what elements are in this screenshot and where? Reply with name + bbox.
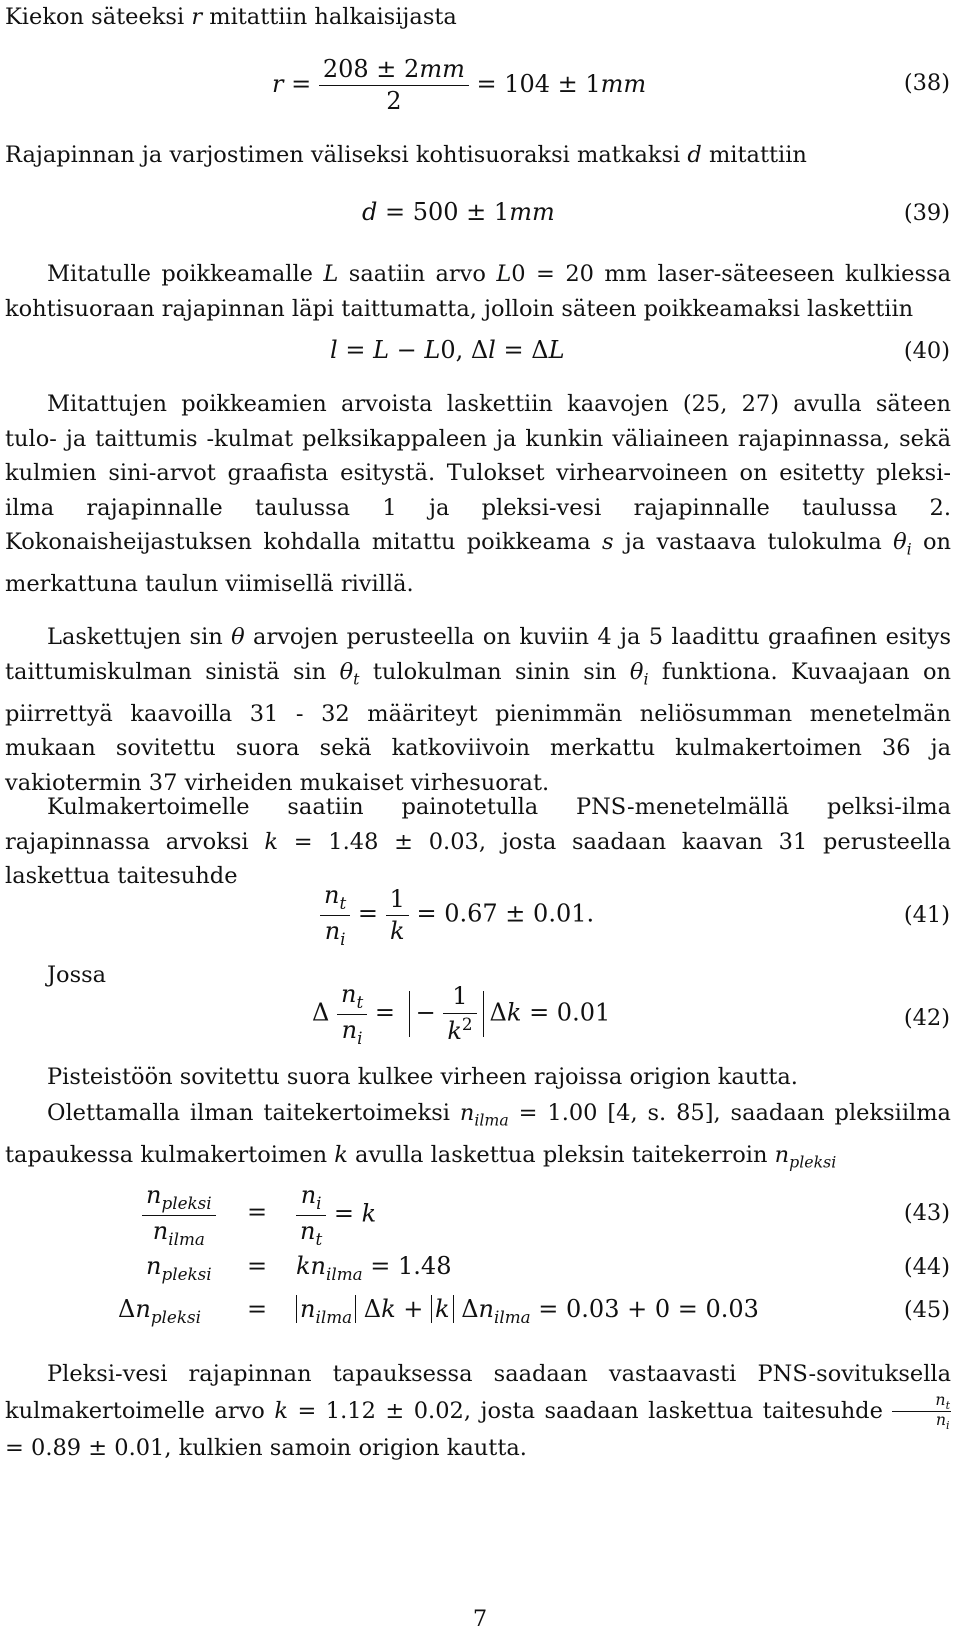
paragraph-deviation: Mitatulle poikkeamalle L saatiin arvo L0 = 20 mm laser-säteeseen kulkiessa kohtisuoraan rajapinnan läpi taittumatta, jolloin säteen poikkeamaksi laskettiin bbox=[5, 261, 951, 322]
page-number: 7 bbox=[472, 1606, 488, 1632]
equation-number: (42) bbox=[903, 1005, 950, 1031]
paragraph-slope-air: Kulmakertoimelle saatiin painotetulla PNS-menetelmällä pelksi-ilma rajapinnassa arvoksi k = 1.48 ± 0.03, josta saadaan kaavan 31 perusteella laskettua taitesuhde bbox=[5, 794, 951, 889]
equation-40: l = L − L0, Δl = ΔL (40) bbox=[330, 336, 950, 364]
equation-45: $\Delta n_{pleksi}$ = $n_{ilma}$ Δk + k $\Delta n_{ilma} = 0.03 + 0 = 0.03$ (45) bbox=[118, 1295, 950, 1327]
paragraph-water: Pleksi-vesi rajapinnan tapauksessa saadaan vastaavasti PNS-sovituksella kulmakertoimelle arvo k = 1.12 ± 0.02, josta saadaan laskettua taitesuhde $\frac{n_t}{n_i}$ = 0.89 ± 0.01, kulkien samoin origion kautta. bbox=[5, 1361, 951, 1462]
paragraph-radius-intro: Kiekon säteeksi r mitattiin halkaisijasta bbox=[5, 4, 457, 30]
equation-number: (40) bbox=[903, 338, 950, 364]
equation-41: $\frac{n_t}{n_i}$ = $\frac{1}{k}$ = 0.67 ± 0.01. (41) bbox=[0, 880, 960, 960]
equation-39: d = 500 ± 1mm (39) bbox=[362, 198, 950, 226]
equation-number: (44) bbox=[903, 1254, 950, 1280]
equation-number: (38) bbox=[903, 70, 950, 96]
paragraph-results: Mitattujen poikkeamien arvoista laskettiin kaavojen (25, 27) avulla säteen tulo- ja taittumis -kulmat pelksikappaleen ja kunkin väliaineen rajapinnassa, sekä kulmien sini-arvot graafista esitystä. Tulokset virhearvoineen on esitetty pleksi-ilma rajapinnalle taulussa 1 ja pleksi-vesi rajapinnalle taulussa 2. Kokonaisheijastuksen kohdalla mitattu poikkeama s ja vastaava tulokulma $\theta_i$ on merkattuna taulun viimisellä rivillä. bbox=[5, 391, 951, 597]
paragraph-refractive-index: Olettamalla ilman taitekertoimeksi $n_{ilma} = 1.00$ [4, s. 85], saadaan pleksiilma tapaukessa kulmakertoimen k avulla laskettua pleksin taitekerroin $n_{pleksi}$ bbox=[5, 1100, 951, 1172]
equation-number: (41) bbox=[903, 902, 950, 928]
equation-43: $\frac{n_{pleksi}}{n_{ilma}}$ = $\frac{n_i}{n_t}$ = k (43) bbox=[0, 1180, 960, 1260]
equation-number: (45) bbox=[903, 1297, 950, 1323]
paragraph-origin: Pisteistöön sovitettu suora kulkee virheen rajoissa origion kautta. bbox=[47, 1064, 798, 1090]
equation-42: Δ $\frac{n_t}{n_i}$ = − $\frac{1}{k^2}$ Δk = 0.01 (42) bbox=[312, 980, 950, 1048]
paragraph-graph: Laskettujen sin θ arvojen perusteella on kuviin 4 ja 5 laadittu graafinen esitys taittumiskulman sinistä $\sin \theta_t$ tulokulman sinin $\sin \theta_i$ funktiona. Kuvaajaan on piirrettyä kaavoilla 31 - 32 määriteyt pienimmän neliösumman menetelmän mukaan sovitettu suora sekä katkoviivoin merkattu kulmakertoimen 36 ja vakiotermin 37 virheiden mukaiset virhesuorat. bbox=[5, 624, 951, 796]
paragraph-where: Jossa bbox=[47, 962, 107, 988]
paragraph-distance-intro: Rajapinnan ja varjostimen väliseksi kohtisuoraksi matkaksi d mitattiin bbox=[5, 142, 807, 168]
equation-44: $n_{pleksi}$ = $kn_{ilma} = 1.48$ (44) bbox=[146, 1252, 950, 1284]
equation-number: (43) bbox=[903, 1200, 950, 1226]
equation-number: (39) bbox=[903, 200, 950, 226]
equation-38: r = $\frac{208 \pm 2mm}{2}$ = 104 ± 1mm (38) bbox=[0, 50, 960, 130]
